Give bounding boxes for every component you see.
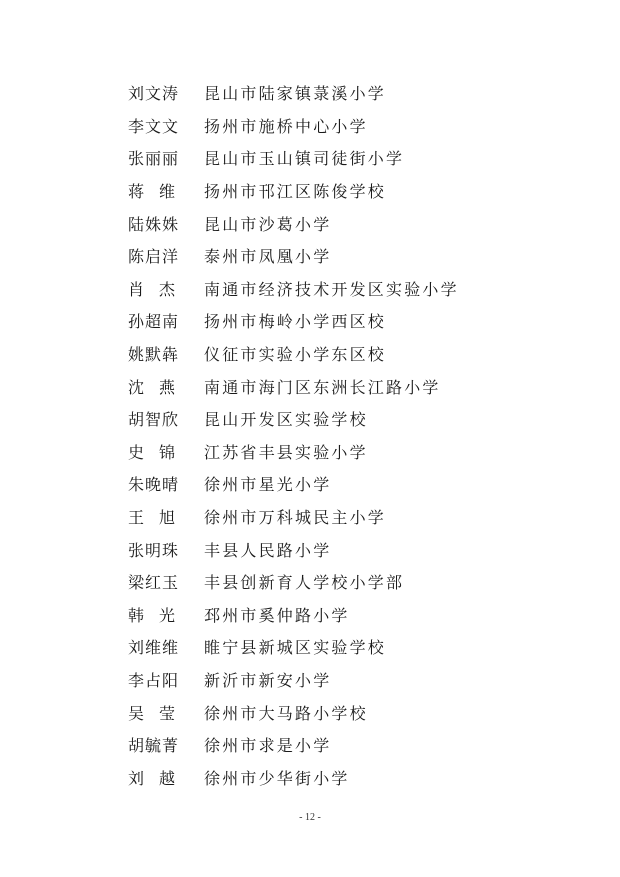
- list-item: [128, 339, 568, 372]
- name-character: 光: [158, 605, 176, 625]
- list-item: [128, 762, 568, 795]
- list-item: [128, 78, 568, 111]
- school-name: 徐州市少华街小学: [204, 768, 350, 788]
- name-character: 旭: [158, 508, 176, 528]
- school-name: 徐州市求是小学: [204, 736, 332, 756]
- name-character: 维: [158, 182, 176, 202]
- page-number: - 12 -: [299, 812, 321, 823]
- name-character: 王: [128, 508, 146, 528]
- name-character: 肖: [128, 279, 146, 299]
- person-name: 陈启洋: [128, 247, 180, 267]
- person-name: [128, 703, 176, 723]
- school-name: 睢宁县新城区实验学校: [204, 638, 387, 658]
- school-name: 扬州市施桥中心小学: [204, 116, 368, 136]
- list-item: [128, 534, 568, 567]
- person-name: [128, 768, 176, 788]
- person-name: 陆姝姝: [128, 214, 180, 234]
- school-name: 邳州市奚仲路小学: [204, 605, 350, 625]
- school-name: 南通市经济技术开发区实验小学: [204, 279, 459, 299]
- name-character: 韩: [128, 605, 146, 625]
- person-name: 李文文: [128, 116, 180, 136]
- school-name: 扬州市梅岭小学西区校: [204, 312, 387, 332]
- person-name: [128, 510, 176, 526]
- school-name: 仪征市实验小学东区校: [204, 345, 387, 365]
- list-item: [128, 600, 568, 633]
- list-item: [128, 665, 568, 698]
- name-character: 吴: [128, 703, 146, 723]
- person-name: 孙超南: [128, 312, 180, 332]
- school-name: 徐州市星光小学: [204, 475, 332, 495]
- person-name: 梁红玉: [128, 573, 180, 593]
- person-name: [128, 279, 176, 299]
- name-character: 锦: [158, 442, 176, 462]
- name-character: 杰: [158, 279, 176, 299]
- name-character: 沈: [128, 377, 146, 397]
- name-character: 史: [128, 442, 146, 462]
- list-item: [128, 437, 568, 470]
- name-character: 刘: [128, 768, 146, 788]
- person-name: 刘文涛: [128, 84, 180, 104]
- name-character: 越: [158, 768, 176, 788]
- school-name: 昆山开发区实验学校: [204, 410, 368, 430]
- list-item: [128, 632, 568, 665]
- list-item: [128, 371, 568, 404]
- person-name: [128, 605, 176, 625]
- school-name: 昆山市陆家镇菉溪小学: [204, 84, 387, 104]
- person-name: 胡智欣: [128, 410, 180, 430]
- school-name: 丰县人民路小学: [204, 540, 332, 560]
- name-character: 莹: [158, 703, 176, 723]
- name-character: 燕: [158, 377, 176, 397]
- school-name: 泰州市凤凰小学: [204, 247, 332, 267]
- school-name: 昆山市玉山镇司徒街小学: [204, 149, 405, 169]
- person-name: 李占阳: [128, 670, 180, 690]
- person-name: 张丽丽: [128, 149, 180, 169]
- list-item: [128, 730, 568, 763]
- list-item: [128, 241, 568, 274]
- school-name: 昆山市沙葛小学: [204, 214, 332, 234]
- person-name: [128, 442, 176, 462]
- list-item: [128, 502, 568, 535]
- person-name: 刘维维: [128, 638, 180, 658]
- list-item: [128, 306, 568, 339]
- person-name: [128, 377, 176, 397]
- list-item: [128, 176, 568, 209]
- person-name: 张明珠: [128, 540, 180, 560]
- person-name: 姚默犇: [128, 345, 180, 365]
- school-name: 南通市海门区东洲长江路小学: [204, 377, 441, 397]
- person-name: [128, 184, 176, 200]
- school-name: 徐州市万科城民主小学: [204, 508, 387, 528]
- person-name: 朱晚晴: [128, 475, 180, 495]
- person-name: 胡毓菁: [128, 736, 180, 756]
- school-name: 丰县创新育人学校小学部: [204, 573, 405, 593]
- name-character: 蒋: [128, 182, 146, 202]
- school-name: 徐州市大马路小学校: [204, 703, 368, 723]
- name-list: [128, 78, 568, 795]
- list-item: [128, 567, 568, 600]
- list-item: [128, 274, 568, 307]
- list-item: [128, 469, 568, 502]
- list-item: [128, 404, 568, 437]
- list-item: [128, 208, 568, 241]
- school-name: 江苏省丰县实验小学: [204, 442, 368, 462]
- list-item: [128, 697, 568, 730]
- school-name: 新沂市新安小学: [204, 670, 332, 690]
- list-item: [128, 143, 568, 176]
- school-name: 扬州市邗江区陈俊学校: [204, 182, 387, 202]
- list-item: [128, 111, 568, 144]
